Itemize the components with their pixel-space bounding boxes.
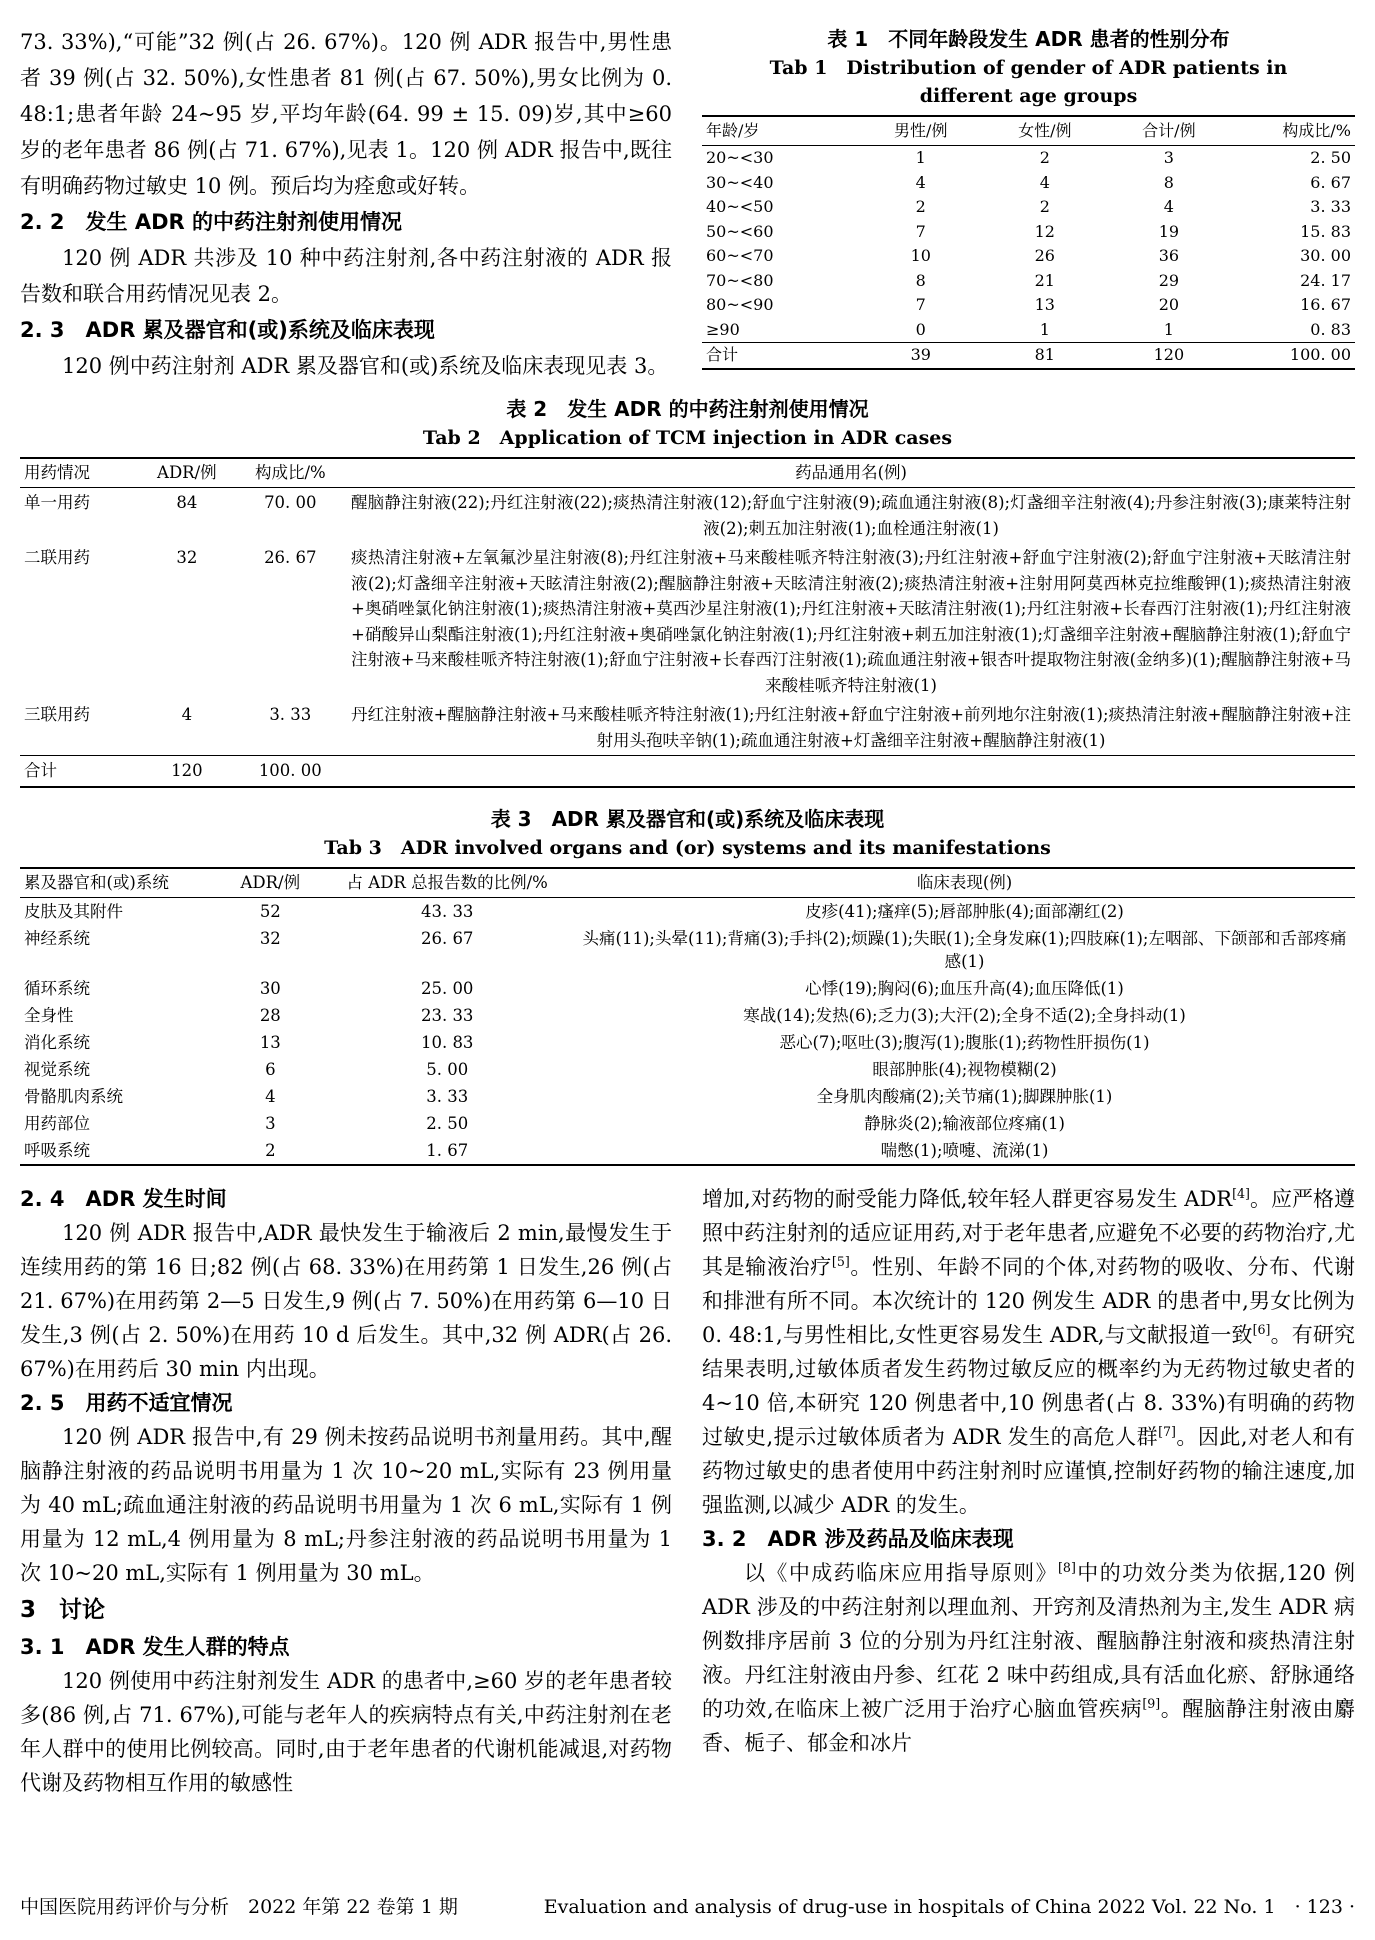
table-cell: 皮肤及其附件 (24, 901, 123, 921)
table-row (20, 975, 1355, 1002)
table-cell: 36 (1158, 246, 1180, 265)
reference-superscript: [7] (1158, 1423, 1176, 1439)
table-row (702, 220, 1355, 245)
table3-header (20, 868, 1355, 898)
section-heading-3: 3 讨论 (20, 1596, 106, 1623)
table-cell: 6. 67 (1310, 172, 1351, 192)
table-row (702, 293, 1355, 318)
table-cell: 32 (259, 928, 281, 948)
table3-title-en: Tab 3 ADR involved organs and (or) systems and its manifestations (324, 836, 1051, 859)
table-cell: 4 (915, 172, 926, 192)
table-row (702, 146, 1355, 171)
table-cell: ≥90 (706, 319, 740, 339)
table-cell: 醒脑静注射液(22);丹红注射液(22);痰热清注射液(12);舒血宁注射液(9);疏血通注射液(8);灯盏细辛注射液(4);丹参注射液(3);康莱特注射液(2);刺五加注射液(1);血栓通注射液(1) (351, 493, 1351, 538)
reference-superscript: [5] (831, 1253, 850, 1269)
table-row (20, 756, 1355, 787)
table-row (20, 1029, 1355, 1056)
table-row (20, 1002, 1355, 1029)
column-header: 合计/例 (1107, 116, 1231, 146)
table-cell: 2. 50 (1310, 148, 1351, 167)
section-3-1-paragraph: 120 例使用中药注射剂发生 ADR 的患者中,≥60 岁的老年患者较多(86 例,占 71. 67%),可能与老年人的疾病特点有关,中药注射剂在老年人群中的使用比例较高。同时,由于老年患者的代谢机能减退,对药物代谢及药物相互作用的敏感性 (20, 1668, 672, 1795)
section-heading-3-1: 3. 1 ADR 发生人群的特点 (20, 1634, 290, 1659)
journal-name-zh: 中国医院用药评价与分析 2022 年第 22 卷第 1 期 (20, 1896, 458, 1918)
column-header: ADR/例 (220, 868, 320, 898)
table-cell: 静脉炎(2);输液部位疼痛(1) (864, 1113, 1065, 1133)
table-row (702, 318, 1355, 343)
table-cell: 13 (259, 1032, 281, 1052)
table-row (702, 244, 1355, 269)
table-cell: 1 (1163, 319, 1174, 339)
table-cell: 神经系统 (24, 928, 90, 948)
table-cell: 3. 33 (426, 1086, 469, 1106)
table-row (702, 195, 1355, 220)
table-cell: 20~<30 (706, 148, 774, 167)
table-cell: 呼吸系统 (24, 1140, 90, 1160)
table2-body (20, 488, 1355, 756)
table2-header (20, 458, 1355, 488)
table-cell: 26. 67 (264, 548, 317, 567)
table1-title-en-line1: Tab 1 Distribution of gender of ADR patients in (769, 57, 1288, 79)
reference-superscript: [8] (1058, 1559, 1076, 1575)
table-cell: 4 (265, 1086, 276, 1106)
column-header: 构成比/% (234, 458, 347, 488)
table-cell: 2 (265, 1140, 276, 1160)
table-cell: 8 (1163, 172, 1174, 192)
discussion-continuation-paragraph: 增加,对药物的耐受能力降低,较年轻人群更容易发生 ADR[4]。应严格遵照中药注射剂的适应证用药,对于老年患者,应避免不必要的药物治疗,尤其是输液治疗[5]。性别、年龄不同的个体,对药物的吸收、分布、代谢和排泄有所不同。本次统计的 120 例发生 ADR 的患者中,男女比例为 0. 48:1,与男性相比,女性更容易发生 ADR,与文献报道一致[6]。有研究结果表明,过敏体质者发生药物过敏反应的概率约为无药物过敏史者的 4~10 倍,本研究 120 例患者中,10 例患者(占 8. 33%)有明确的药物过敏史,提示过敏体质者为 ADR 发生的高危人群[7]。因此,对老人和有药物过敏史的患者使用中药注射剂时应谨慎,控制好药物的输注速度,加强监测,以减少 ADR 的发生。 (702, 1185, 1356, 1517)
column-header: 药品通用名(例) (347, 458, 1355, 488)
table1-total (702, 343, 1355, 369)
table-row (20, 700, 1355, 756)
table-cell: 循环系统 (24, 978, 90, 998)
table-cell: 眼部肿胀(4);视物模糊(2) (872, 1059, 1057, 1079)
table-cell: 2 (915, 197, 926, 216)
table-row (702, 343, 1355, 369)
column-header: 临床表现(例) (574, 868, 1355, 898)
table-cell: 13 (1034, 295, 1055, 314)
table-cell: 12 (1034, 221, 1055, 241)
table-cell: 10 (910, 246, 931, 265)
table-cell: 120 (140, 756, 233, 787)
table-cell: 84 (176, 493, 198, 512)
table-cell: 4 (1163, 197, 1174, 216)
table3-body (20, 897, 1355, 1165)
table-cell: 30 (259, 978, 281, 998)
table-cell: 寒战(14);发热(6);乏力(3);大汗(2);全身不适(2);全身抖动(1) (743, 1005, 1186, 1025)
section-3-2-paragraph: 以《中成药临床应用指导原则》[8]中的功效分类为依据,120 例 ADR 涉及的中药注射剂以理血剂、开窍剂及清热剂为主,发生 ADR 病例数排序居前 3 位的分别为丹红注射液、醒脑静注射液和痰热清注射液。丹红注射液由丹参、红花 2 味中药组成,具有活血化瘀、舒脉通络的功效,在临床上被广泛用于治疗心脑血管疾病[9]。醒脑静注射液由麝香、栀子、郁金和冰片 (702, 1559, 1356, 1755)
bottom-section (20, 1182, 1355, 1800)
table3-adr-organs-systems (20, 867, 1355, 1166)
section-2-2-paragraph: 120 例 ADR 共涉及 10 种中药注射剂,各中药注射液的 ADR 报告数和联合用药情况见表 2。 (20, 246, 672, 306)
table-cell: 全身性 (24, 1005, 74, 1025)
table-cell: 120 (1107, 343, 1231, 369)
table-row (20, 1110, 1355, 1137)
table-cell: 三联用药 (24, 705, 90, 724)
page-footer (20, 1894, 1355, 1920)
table-cell: 1. 67 (426, 1140, 469, 1160)
table-cell: 81 (983, 343, 1107, 369)
table-cell: 头痛(11);头晕(11);背痛(3);手抖(2);烦躁(1);失眠(1);全身发麻(1);四肢麻(1);左咽部、下颌部和舌部疼痛感(1) (582, 928, 1347, 971)
table-cell: 10. 83 (420, 1032, 474, 1052)
top-section (20, 24, 1355, 384)
journal-name-en-page-number: Evaluation and analysis of drug-use in hospitals of China 2022 Vol. 22 No. 1 · 123 · (543, 1896, 1355, 1918)
table-cell: 30. 00 (1300, 246, 1351, 265)
table-cell: 70~<80 (706, 270, 774, 290)
table-cell: 7 (915, 295, 926, 314)
results-gender-paragraph: 73. 33%),“可能”32 例(占 26. 67%)。120 例 ADR 报告中,男性患者 39 例(占 32. 50%),女性患者 81 例(占 67. 50%),男女比例为 0. 48:1;患者年龄 24~95 岁,平均年龄(64. 99 ± 15. 09)岁,其中≥60 岁的老年患者 86 例(占 71. 67%),见表 1。120 例 ADR 报告中,既往有明确药物过敏史 10 例。预后均为痊愈或好转。 (20, 30, 672, 198)
table-cell: 痰热清注射液+左氧氟沙星注射液(8);丹红注射液+马来酸桂哌齐特注射液(3);丹红注射液+舒血宁注射液(2);舒血宁注射液+天眩清注射液(2);灯盏细辛注射液+天眩清注射液(2);醒脑静注射液+天眩清注射液(2);痰热清注射液+注射用阿莫西林克拉维酸钾(1);痰热清注射液+奥硝唑氯化钠注射液(1);痰热清注射液+莫西沙星注射液(1);丹红注射液+天眩清注射液(1);丹红注射液+长春西汀注射液(1);丹红注射液+硝酸异山梨酯注射液(1);丹红注射液+奥硝唑氯化钠注射液(1);丹红注射液+刺五加注射液(1);灯盏细辛注射液+醒脑静注射液(1);舒血宁注射液+马来酸桂哌齐特注射液(1);舒血宁注射液+长春西汀注射液(1);疏血通注射液+银杏叶提取物注射液(金纳多)(1);醒脑静注射液+马来酸桂哌齐特注射液(1) (351, 548, 1351, 695)
table-cell: 1 (1039, 319, 1050, 339)
table3-block (20, 804, 1355, 1166)
column-header: ADR/例 (140, 458, 233, 488)
table-cell: 0. 83 (1310, 319, 1351, 339)
table-cell: 52 (259, 901, 281, 921)
column-header: 男性/例 (859, 116, 983, 146)
bottom-left-column (20, 1182, 672, 1800)
column-header: 用药情况 (20, 458, 140, 488)
table-cell: 50~<60 (706, 221, 774, 241)
table-row (20, 1137, 1355, 1165)
bottom-right-column (702, 1182, 1355, 1800)
table-cell: 30~<40 (706, 172, 774, 192)
table1-gender-age (702, 115, 1355, 370)
column-header: 构成比/% (1231, 116, 1355, 146)
column-header: 女性/例 (983, 116, 1107, 146)
table-cell: 消化系统 (24, 1032, 90, 1052)
table1-title-zh: 表 1 不同年龄段发生 ADR 患者的性别分布 (827, 27, 1230, 51)
table-cell: 21 (1034, 270, 1055, 290)
table-cell: 4 (181, 705, 193, 724)
table-cell: 16. 67 (1300, 295, 1351, 314)
table-cell: 20 (1158, 295, 1180, 314)
reference-superscript: [9] (1142, 1695, 1161, 1711)
table-cell: 100. 00 (1231, 343, 1355, 369)
table-cell: 合计 (702, 343, 859, 369)
table-cell: 39 (859, 343, 983, 369)
table-cell: 心悸(19);胸闷(6);血压升高(4);血压降低(1) (805, 978, 1124, 998)
table-cell: 1 (915, 148, 926, 167)
table-cell: 26 (1034, 246, 1055, 265)
table-cell: 43. 33 (420, 901, 474, 921)
table-cell: 23. 33 (420, 1005, 474, 1025)
table-cell: 二联用药 (24, 548, 90, 567)
table-cell: 单一用药 (24, 493, 90, 512)
table-cell: 6 (265, 1059, 276, 1079)
table-cell: 40~<50 (706, 197, 774, 216)
table2-tcm-injection-use (20, 457, 1355, 788)
table-row (20, 1056, 1355, 1083)
section-heading-2-2: 2. 2 发生 ADR 的中药注射剂使用情况 (20, 210, 402, 234)
table-cell: 骨骼肌肉系统 (24, 1086, 123, 1106)
table3-title-zh: 表 3 ADR 累及器官和(或)系统及临床表现 (490, 806, 885, 831)
table2-title-zh: 表 2 发生 ADR 的中药注射剂使用情况 (506, 397, 869, 421)
table-row (702, 171, 1355, 196)
table-row (20, 488, 1355, 544)
table-cell: 2. 50 (426, 1113, 469, 1133)
column-header: 年龄/岁 (702, 116, 859, 146)
table-cell: 丹红注射液+醒脑静注射液+马来酸桂哌齐特注射液(1);丹红注射液+舒血宁注射液+前列地尔注射液(1);痰热清注射液+醒脑静注射液+注射用头孢呋辛钠(1);疏血通注射液+灯盏细辛注射液+醒脑静注射液(1) (351, 705, 1351, 750)
table-cell: 全身肌肉酸痛(2);关节痛(1);脚踝肿胀(1) (816, 1086, 1113, 1106)
section-2-3-paragraph: 120 例中药注射剂 ADR 累及器官和(或)系统及临床表现见表 3。 (62, 354, 669, 378)
table-cell: 4 (1039, 172, 1050, 192)
section-heading-3-2: 3. 2 ADR 涉及药品及临床表现 (702, 1526, 1014, 1551)
table-cell (347, 756, 1355, 787)
table1-body (702, 146, 1355, 343)
table-cell: 3. 33 (1310, 197, 1351, 216)
section-2-4-paragraph: 120 例 ADR 报告中,ADR 最快发生于输液后 2 min,最慢发生于连续用药的第 16 日;82 例(占 68. 33%)在用药第 1 日发生,26 例(占 21. 67%)在用药第 2—5 日发生,9 例(占 7. 50%)在用药第 6—10 日发生,3 例(占 2. 50%)在用药 10 d 后发生。其中,32 例 ADR(占 26. 67%)在用药后 30 min 内出现。 (20, 1220, 672, 1381)
table-cell: 19 (1158, 221, 1180, 241)
table-cell: 25. 00 (420, 978, 474, 998)
section-heading-2-5: 2. 5 用药不适宜情况 (20, 1390, 233, 1415)
table-cell: 3 (265, 1113, 276, 1133)
column-header: 占 ADR 总报告数的比例/% (320, 868, 574, 898)
table2-title-en: Tab 2 Application of TCM injection in ADR cases (422, 427, 953, 449)
table-cell: 2 (1039, 148, 1050, 167)
table-cell: 60~<70 (706, 246, 774, 265)
section-heading-2-4: 2. 4 ADR 发生时间 (20, 1186, 227, 1211)
table-cell: 80~<90 (706, 295, 774, 314)
table-cell: 合计 (20, 756, 140, 787)
table-cell: 29 (1158, 270, 1180, 290)
table-cell: 皮疹(41);瘙痒(5);唇部肿胀(4);面部潮红(2) (805, 901, 1124, 921)
table-cell: 3. 33 (269, 705, 312, 724)
table-cell: 8 (915, 270, 926, 290)
table-cell: 24. 17 (1300, 270, 1351, 290)
table-cell: 用药部位 (24, 1113, 90, 1133)
table-row (20, 925, 1355, 975)
table-cell: 5. 00 (426, 1059, 469, 1079)
reference-superscript: [6] (1252, 1321, 1271, 1337)
table-cell: 100. 00 (234, 756, 347, 787)
table-row (20, 543, 1355, 700)
table-cell: 26. 67 (420, 928, 474, 948)
table-cell: 恶心(7);呕吐(3);腹泻(1);腹胀(1);药物性肝损伤(1) (779, 1032, 1150, 1052)
table-cell: 喘憋(1);喷嚏、流涕(1) (880, 1140, 1049, 1160)
table2-block (20, 394, 1355, 788)
top-right-column (702, 24, 1355, 384)
table-row (20, 1083, 1355, 1110)
table-row (702, 269, 1355, 294)
table-cell: 28 (259, 1005, 281, 1025)
table-cell: 3 (1163, 148, 1174, 167)
table1-header (702, 116, 1355, 146)
table1-title-en-line2: different age groups (919, 85, 1138, 107)
table-cell: 7 (915, 221, 926, 241)
top-left-column (20, 24, 672, 384)
section-heading-2-3: 2. 3 ADR 累及器官和(或)系统及临床表现 (20, 318, 435, 342)
reference-superscript: [4] (1232, 1185, 1250, 1201)
table-row (20, 897, 1355, 925)
table-cell: 70. 00 (264, 493, 317, 512)
table-cell: 32 (176, 548, 198, 567)
table2-total (20, 756, 1355, 787)
table-cell: 0 (915, 319, 926, 339)
table-cell: 视觉系统 (24, 1059, 90, 1079)
table-cell: 2 (1039, 197, 1050, 216)
table-cell: 15. 83 (1300, 221, 1351, 241)
section-2-5-paragraph: 120 例 ADR 报告中,有 29 例未按药品说明书剂量用药。其中,醒脑静注射液的药品说明书用量为 1 次 10~20 mL,实际有 23 例用量为 40 mL;疏血通注射液的药品说明书用量为 1 次 6 mL,实际有 1 例用量为 12 mL,4 例用量为 8 mL;丹参注射液的药品说明书用量为 1 次 10~20 mL,实际有 1 例用量为 30 mL。 (20, 1424, 672, 1585)
column-header: 累及器官和(或)系统 (20, 868, 220, 898)
